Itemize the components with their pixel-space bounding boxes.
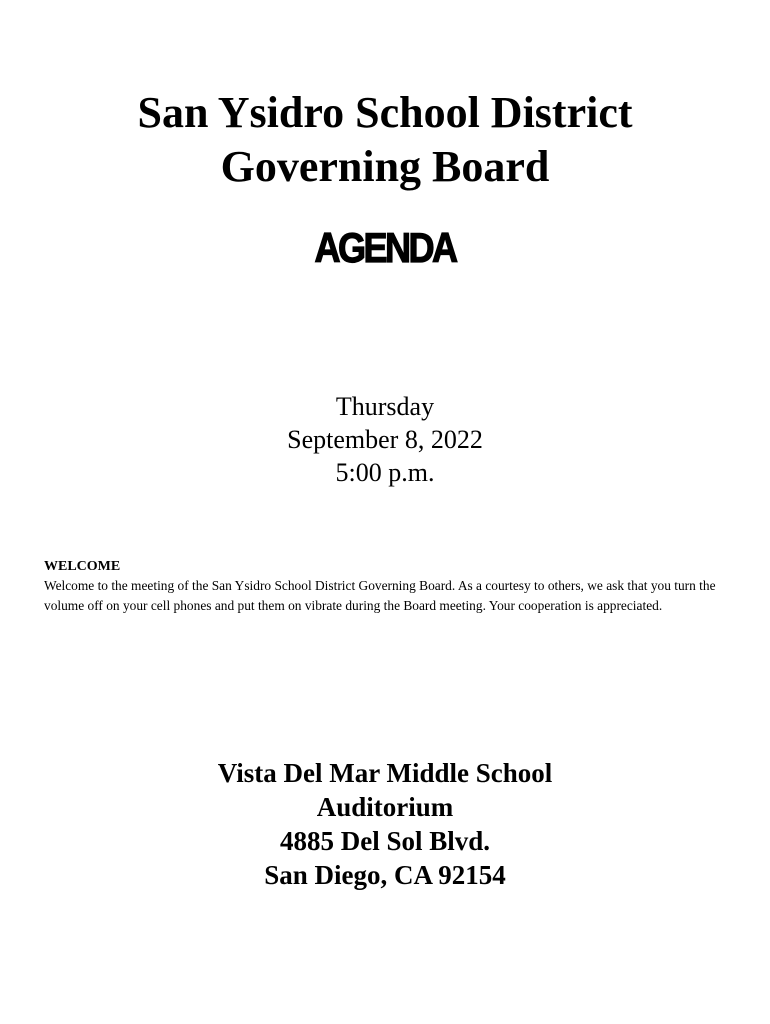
meeting-info bbox=[0, 390, 770, 489]
welcome-paragraph: Welcome to the meeting of the San Ysidro School District Governing Board. As a courtesy to others, we ask that you turn the volume off on your cell phones and put them on vibrate during the Board meeting. Your cooperation is appreciated. bbox=[44, 578, 716, 613]
welcome-heading: WELCOME bbox=[44, 559, 121, 574]
title-line-district: San Ysidro School District bbox=[137, 88, 633, 137]
welcome-section bbox=[44, 558, 734, 615]
location-city: San Diego, CA 92154 bbox=[264, 860, 506, 890]
meeting-time: 5:00 p.m. bbox=[335, 458, 435, 487]
document-title bbox=[0, 86, 770, 194]
location-street: 4885 Del Sol Blvd. bbox=[279, 826, 491, 856]
title-line-board: Governing Board bbox=[220, 142, 550, 191]
location-room: Auditorium bbox=[316, 792, 454, 822]
agenda-heading: AGENDA bbox=[314, 224, 456, 271]
meeting-day: Thursday bbox=[335, 392, 435, 421]
meeting-location bbox=[0, 756, 770, 892]
meeting-date: September 8, 2022 bbox=[287, 425, 483, 454]
location-school: Vista Del Mar Middle School bbox=[217, 758, 553, 788]
